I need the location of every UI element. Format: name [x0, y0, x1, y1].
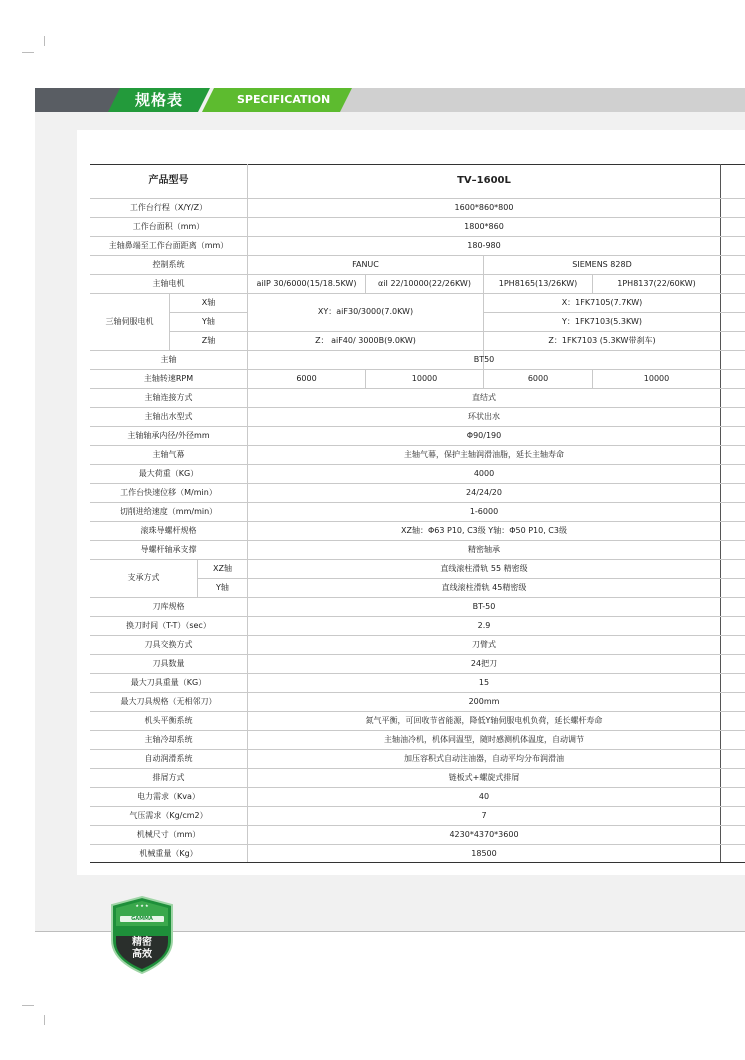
section-title: 规格表: [135, 91, 184, 109]
spec-value: 7: [481, 811, 487, 820]
spec-label: 工作台行程（X/Y/Z）: [129, 203, 208, 212]
crop-mark: [22, 52, 34, 53]
spec-label: 控制系统: [152, 260, 185, 269]
spec-value: 1PH8137(22/60KW): [617, 279, 696, 288]
spec-label: 最大荷重（KG）: [138, 469, 199, 478]
spec-value: Z：1FK7103 (5.3KW带刹车): [548, 336, 656, 345]
axis-label: Z轴: [201, 336, 216, 345]
spec-label: 工作台快速位移（M/min）: [120, 488, 217, 497]
spec-value: 直结式: [472, 393, 496, 402]
shield-icon: [110, 896, 174, 974]
spec-value: 1800*860: [464, 222, 504, 231]
spec-label: 主轴转速RPM: [143, 374, 194, 383]
spec-value: 180-980: [467, 241, 501, 250]
spec-label: 气压需求（Kg/cm2）: [129, 811, 208, 820]
spec-value: X：1FK7105(7.7KW): [561, 298, 643, 307]
spec-label: 刀库规格: [152, 602, 185, 611]
spec-value: 6000: [527, 374, 549, 383]
spec-value: 主轴油冷机，机体同温型，随时感测机体温度，自动调节: [384, 735, 584, 744]
crop-mark: [44, 1015, 45, 1025]
spec-value: aiIP 30/6000(15/18.5KW): [256, 279, 357, 288]
col-divider: [720, 164, 721, 862]
header-gray-band: [330, 88, 745, 112]
spec-value: Φ90/190: [466, 431, 502, 440]
spec-value: 1-6000: [469, 507, 499, 516]
badge-line2: 高效: [132, 949, 152, 960]
spec-value-siemens: SIEMENS 828D: [572, 260, 632, 269]
spec-value: 10000: [643, 374, 670, 383]
spec-label: 主轴轴承内径/外径mm: [127, 431, 210, 440]
spec-label: 换刀时间（T-T）（sec）: [126, 621, 211, 630]
spec-value: 直线滚柱滑轨 55 精密级: [440, 564, 528, 573]
spec-value: 主轴气幕，保护主轴润滑油脂，延长主轴寿命: [404, 450, 564, 459]
spec-label: 最大刀具重量（KG）: [130, 678, 207, 687]
spec-table: [77, 130, 745, 875]
spec-label: 主轴出水型式: [144, 412, 193, 421]
quality-badge: [110, 896, 174, 974]
spec-value: XZ轴：Φ63 P10, C3级 Y轴：Φ50 P10, C3级: [401, 526, 567, 535]
spec-value: BT50: [473, 355, 495, 364]
spec-value: 200mm: [468, 697, 500, 706]
spec-value-fanuc: FANUC: [352, 260, 379, 269]
badge-ribbon: GAMMA: [131, 916, 153, 922]
spec-value: 4230*4370*3600: [449, 830, 519, 839]
model-header-label: 产品型号: [148, 175, 189, 186]
spec-label: 电力需求（Kva）: [137, 792, 200, 801]
model-header-value: TV–1600L: [457, 175, 511, 186]
spec-value: 15: [478, 678, 490, 687]
axis-label: Y轴: [216, 583, 229, 592]
spec-value: XY：aiF30/3000(7.0KW): [317, 307, 414, 316]
spec-label: 自动润滑系统: [144, 754, 193, 763]
axis-label: XZ轴: [213, 564, 232, 573]
spec-label: 主轴电机: [152, 279, 185, 288]
spec-label: 滚珠导螺杆规格: [140, 526, 197, 535]
spec-label: 主轴鼻端至工作台面距离（mm）: [108, 241, 229, 250]
spec-label: 主轴连接方式: [144, 393, 193, 402]
svg-text:★ ★ ★: ★ ★ ★: [135, 903, 149, 908]
badge-line1: 精密: [132, 937, 152, 948]
spec-label: 刀具交换方式: [144, 640, 193, 649]
spec-value: 刀臂式: [472, 640, 496, 649]
spec-value: 40: [478, 792, 490, 801]
spec-label: 排屑方式: [152, 773, 185, 782]
spec-value: 环状出水: [468, 412, 500, 421]
spec-value: 4000: [473, 469, 495, 478]
spec-label: 刀具数量: [152, 659, 185, 668]
spec-value: 链板式+螺旋式排屑: [448, 773, 520, 782]
spec-value: Z： aiF40/ 3000B(9.0KW): [315, 336, 416, 345]
spec-value: 24/24/20: [466, 488, 502, 497]
spec-value: 2.9: [477, 621, 491, 630]
spec-label: 机械重量（Kg）: [139, 849, 198, 858]
axis-label: Y轴: [202, 317, 215, 326]
spec-value: 1600*860*800: [454, 203, 514, 212]
spec-value: BT-50: [472, 602, 496, 611]
spec-label: 三轴伺服电机: [105, 317, 154, 326]
spec-label: 主轴气幕: [152, 450, 185, 459]
spec-value: 18500: [471, 849, 497, 858]
spec-value: 24把刀: [470, 659, 498, 668]
section-subtitle: SPECIFICATION: [237, 93, 331, 106]
spec-value: 10000: [411, 374, 438, 383]
spec-value: Y：1FK7103(5.3KW): [561, 317, 643, 326]
spec-label: 工作台面积（mm）: [132, 222, 205, 231]
spec-value: 直线滚柱滑轨 45精密级: [441, 583, 527, 592]
axis-label: X轴: [201, 298, 216, 307]
spec-label: 机头平衡系统: [144, 716, 193, 725]
spec-label: 机械尺寸（mm）: [136, 830, 201, 839]
spec-label: 导螺杆轴承支撑: [140, 545, 197, 554]
crop-mark: [22, 1005, 34, 1006]
spec-value: 6000: [296, 374, 317, 383]
spec-label: 主轴冷却系统: [144, 735, 193, 744]
spec-value: 1PH8165(13/26KW): [498, 279, 578, 288]
spec-value: αiI 22/10000(22/26KW): [378, 279, 471, 288]
spec-label: 支承方式: [127, 573, 160, 582]
spec-value: 加压容积式自动注油器，自动平均分布润滑油: [404, 754, 564, 763]
spec-value: 氮气平衡，可回收节省能源，降低Y轴伺服电机负荷，延长螺杆寿命: [365, 716, 603, 725]
spec-label: 切削进给速度（mm/min）: [119, 507, 218, 516]
spec-label: 最大刀具规格（无相邻刀）: [120, 697, 217, 706]
spec-label: 主轴: [160, 355, 177, 364]
spec-value: 精密轴承: [468, 545, 500, 554]
crop-mark: [44, 36, 45, 46]
